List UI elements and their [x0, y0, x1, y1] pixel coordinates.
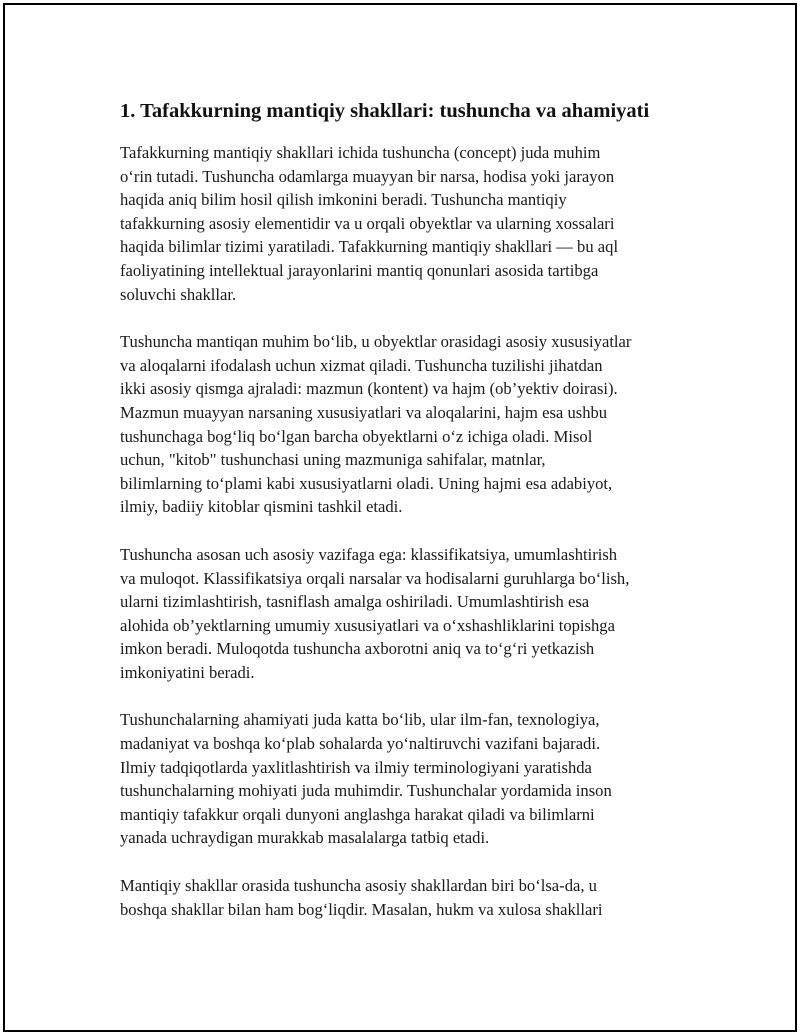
paragraph-line: tushunchalarning mohiyati juda muhimdir. Tushunchalar yordamida inson	[120, 781, 612, 801]
paragraph-line: haqida bilimlar tizimi yaratiladi. Tafakkurning mantiqiy shakllari — bu aql	[120, 237, 619, 257]
paragraph-2	[120, 330, 700, 519]
paragraph-line: bilimlarning to‘plami kabi xususiyatlarni oladi. Uning hajmi esa adabiyot,	[120, 473, 613, 493]
paragraph-line: yanada uchraydigan murakkab masalalarga tatbiq etadi.	[120, 828, 490, 848]
paragraph-line: va muloqot. Klassifikatsiya orqali narsalar va hodisalarni guruhlarga bo‘lish,	[120, 568, 630, 588]
paragraph-line: tafakkurning asosiy elementidir va u orqali obyektlar va ularning xossalari	[120, 213, 615, 233]
paragraph-line: Ilmiy tadqiqotlarda yaxlitlashtirish va ilmiy terminologiyani yaratishda	[120, 757, 592, 777]
paragraph-line: uchun, "kitob" tushunchasi uning mazmuniga sahifalar, matnlar,	[120, 450, 546, 470]
paragraph-3	[120, 543, 700, 685]
paragraph-line: o‘rin tutadi. Tushuncha odamlarga muayyan bir narsa, hodisa yoki jarayon	[120, 166, 615, 186]
paragraph-line: ilmiy, badiiy kitoblar qismini tashkil etadi.	[120, 497, 403, 517]
paragraph-line: imkon beradi. Muloqotda tushuncha axborotni aniq va to‘g‘ri yetkazish	[120, 639, 595, 659]
document-body	[120, 97, 700, 945]
paragraph-5	[120, 874, 700, 921]
paragraph-1	[120, 141, 700, 306]
paragraph-line: faoliyatining intellektual jarayonlarini mantiq qonunlari asosida tartibga	[120, 260, 599, 280]
paragraph-line: Mantiqiy shakllar orasida tushuncha asosiy shakllardan biri bo‘lsa-da, u	[120, 876, 597, 896]
paragraph-line: tushunchaga bog‘liq bo‘lgan barcha obyektlarni o‘z ichiga oladi. Misol	[120, 426, 593, 446]
paragraph-line: Tushuncha asosan uch asosiy vazifaga ega: klassifikatsiya, umumlashtirish	[120, 544, 618, 564]
paragraph-line: ikki asosiy qismga ajraladi: mazmun (kontent) va hajm (ob’yektiv doirasi).	[120, 379, 618, 399]
paragraph-line: Tushuncha mantiqan muhim bo‘lib, u obyektlar orasidagi asosiy xususiyatlar	[120, 332, 632, 352]
page-frame	[3, 3, 797, 1032]
section-heading: 1. Tafakkurning mantiqiy shakllari: tushuncha va ahamiyati	[120, 100, 650, 122]
paragraph-line: boshqa shakllar bilan ham bog‘liqdir. Masalan, hukm va xulosa shakllari	[120, 899, 603, 919]
paragraph-line: alohida ob’yektlarning umumiy xususiyatlari va o‘xshashliklarini topishga	[120, 615, 615, 635]
paragraph-line: ularni tizimlashtirish, tasniflash amalga oshiriladi. Umumlashtirish esa	[120, 592, 590, 612]
paragraph-line: Mazmun muayyan narsaning xususiyatlari va aloqalarini, hajm esa ushbu	[120, 402, 608, 422]
paragraph-line: imkoniyatini beradi.	[120, 662, 255, 682]
paragraph-line: haqida aniq bilim hosil qilish imkonini beradi. Tushuncha mantiqiy	[120, 190, 567, 210]
paragraph-line: soluvchi shakllar.	[120, 284, 237, 304]
paragraph-line: mantiqiy tafakkur orqali dunyoni anglashga harakat qiladi va bilimlarni	[120, 804, 595, 824]
paragraph-line: va aloqalarni ifodalash uchun xizmat qiladi. Tushuncha tuzilishi jihatdan	[120, 355, 603, 375]
paragraph-line: Tushunchalarning ahamiyati juda katta bo‘lib, ular ilm-fan, texnologiya,	[120, 710, 600, 730]
paragraph-4	[120, 708, 700, 850]
paragraph-line: madaniyat va boshqa ko‘plab sohalarda yo‘naltiruvchi vazifani bajaradi.	[120, 734, 601, 754]
paragraph-line: Tafakkurning mantiqiy shakllari ichida tushuncha (concept) juda muhim	[120, 143, 601, 162]
